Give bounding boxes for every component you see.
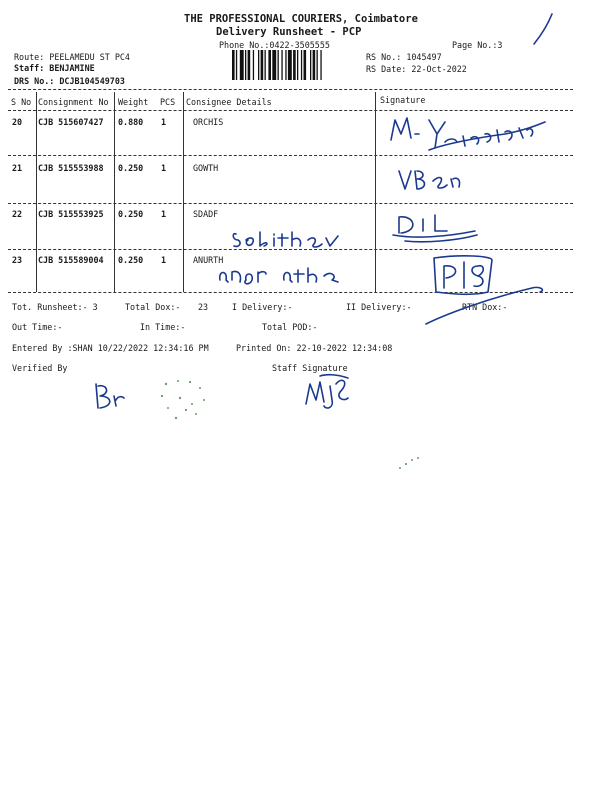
total-dox-value: 23 <box>198 302 209 312</box>
i-delivery: I Delivery:- <box>232 302 293 312</box>
verified-by-signature <box>90 380 130 416</box>
staff-label: Staff: BENJAMINE <box>14 63 95 73</box>
barcode-bar <box>258 50 259 80</box>
header-consignment: Consignment No <box>38 97 109 107</box>
row-pcs: 1 <box>161 255 167 265</box>
row-weight: 0.250 <box>118 209 144 219</box>
row-consignment: CJB 515607427 <box>38 117 104 127</box>
row-weight: 0.250 <box>118 255 144 265</box>
staff-signature <box>296 372 356 412</box>
entered-by: Entered By :SHAN 10/22/2022 12:34:16 PM <box>12 343 209 353</box>
barcode-bar <box>268 50 271 80</box>
company-title: THE PROFESSIONAL COURIERS, Coimbatore <box>184 13 418 25</box>
route-label: Route: PEELAMEDU ST PC4 <box>14 52 130 62</box>
signature-row-21 <box>395 163 475 199</box>
row-consignee: SDADF <box>193 209 219 219</box>
barcode-bar <box>285 50 286 80</box>
page-number: Page No.:3 <box>452 40 503 50</box>
barcode <box>232 50 354 80</box>
rs-date: RS Date: 22-Oct-2022 <box>366 64 467 74</box>
signature-row-22 <box>385 205 485 249</box>
rs-number: RS No.: 1045497 <box>366 52 442 62</box>
drs-number: DRS No.: DCJB104549703 <box>14 76 125 86</box>
header-sno: S No <box>11 97 32 107</box>
barcode-bar <box>253 50 254 80</box>
table-header-divider <box>8 110 573 111</box>
header-weight: Weight <box>118 97 149 107</box>
row-consignment: CJB 515553988 <box>38 163 104 173</box>
row-consignment: CJB 515553925 <box>38 209 104 219</box>
column-divider <box>183 92 184 292</box>
tot-runsheet: Tot. Runsheet:- 3 <box>12 302 98 312</box>
column-divider <box>36 92 37 292</box>
row-consignee: ORCHIS <box>193 117 224 127</box>
barcode-bar <box>278 50 279 80</box>
verified-by: Verified By <box>12 363 68 373</box>
row-sno: 21 <box>12 163 23 173</box>
handwritten-name-sobithar <box>230 226 345 252</box>
barcode-bar <box>317 50 318 80</box>
barcode-bar <box>265 50 266 80</box>
header-signature: Signature <box>380 95 426 105</box>
total-dox-label: Total Dox:- <box>125 302 181 312</box>
barcode-bar <box>304 50 307 80</box>
stamp-mark <box>394 454 424 474</box>
barcode-bar <box>313 50 316 80</box>
rtn-dox: RTN Dox:- <box>462 302 508 312</box>
barcode-bar <box>293 50 296 80</box>
in-time: In Time:- <box>140 322 186 332</box>
runsheet-subtitle: Delivery Runsheet - PCP <box>216 26 362 38</box>
total-pod: Total POD:- <box>262 322 318 332</box>
stamp-mark <box>156 376 216 426</box>
table-top-border <box>8 89 573 90</box>
row-sno: 22 <box>12 209 23 219</box>
row-divider <box>8 203 573 204</box>
header-consignee: Consignee Details <box>186 97 272 107</box>
column-divider <box>114 92 115 292</box>
row-consignee: ANURTH <box>193 255 224 265</box>
barcode-bar <box>320 50 321 80</box>
barcode-bar <box>288 50 292 80</box>
corner-pen-mark <box>530 10 560 50</box>
row-sno: 23 <box>12 255 23 265</box>
barcode-bar <box>261 50 264 80</box>
phone-number: Phone No.:0422-3505555 <box>219 40 330 50</box>
row-weight: 0.250 <box>118 163 144 173</box>
barcode-bar <box>301 50 302 80</box>
signature-row-20 <box>385 112 565 156</box>
row-pcs: 1 <box>161 163 167 173</box>
handwritten-name-anuradha <box>214 262 344 288</box>
column-divider <box>375 92 376 292</box>
barcode-bar <box>272 50 276 80</box>
row-sno: 20 <box>12 117 23 127</box>
barcode-bar <box>232 50 235 80</box>
barcode-bar <box>310 50 311 80</box>
barcode-bar <box>236 50 237 80</box>
barcode-bar <box>281 50 282 80</box>
barcode-bar <box>245 50 246 80</box>
barcode-bar <box>297 50 298 80</box>
barcode-bar <box>240 50 244 80</box>
out-time: Out Time:- <box>12 322 63 332</box>
row-pcs: 1 <box>161 117 167 127</box>
row-weight: 0.880 <box>118 117 144 127</box>
signature-row-23 <box>422 248 552 328</box>
header-pcs: PCS <box>160 97 176 107</box>
ii-delivery: II Delivery:- <box>346 302 412 312</box>
staff-signature-label: Staff Signature <box>272 363 348 373</box>
printed-on: Printed On: 22-10-2022 12:34:08 <box>236 343 393 353</box>
row-consignee: GOWTH <box>193 163 219 173</box>
row-consignment: CJB 515589004 <box>38 255 104 265</box>
barcode-bar <box>248 50 251 80</box>
row-pcs: 1 <box>161 209 167 219</box>
